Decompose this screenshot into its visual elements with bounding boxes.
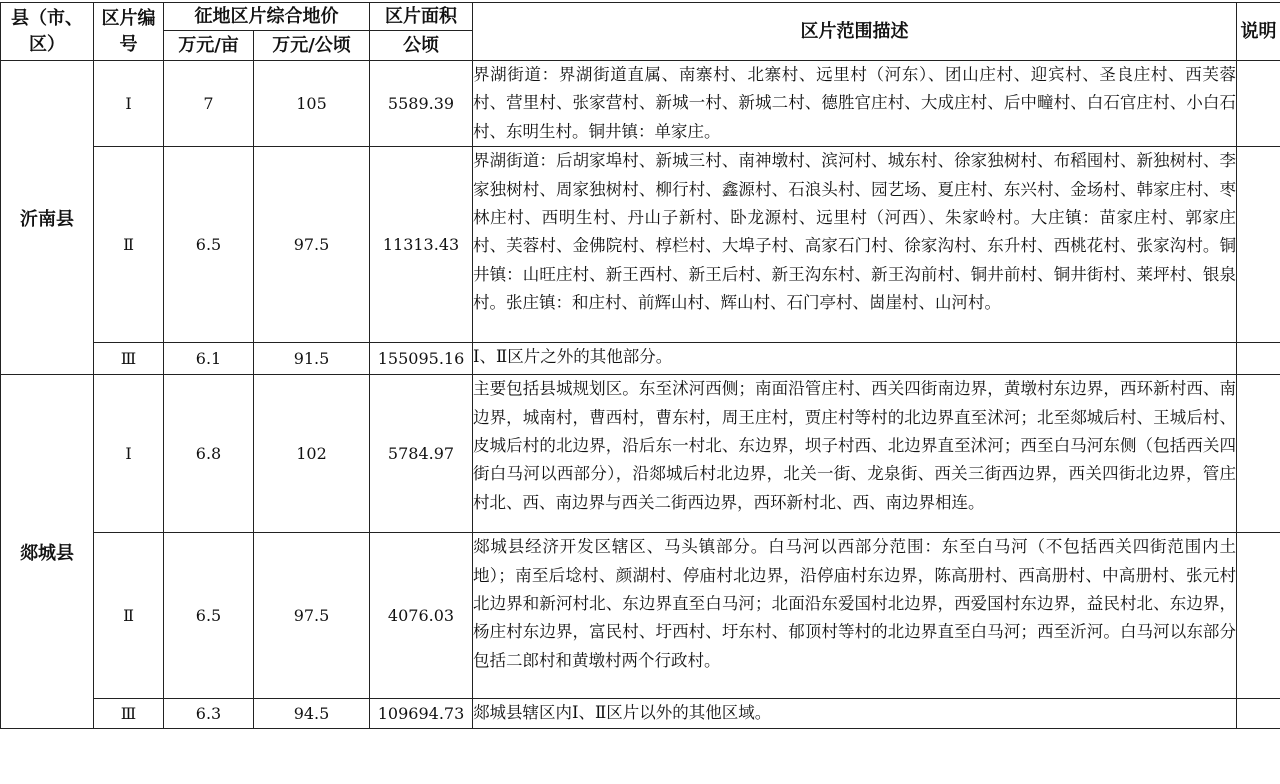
header-price-per-mu: 万元/亩 xyxy=(164,31,254,61)
price-per-hectare: 94.5 xyxy=(254,699,370,729)
note-cell xyxy=(1237,699,1280,729)
note-cell xyxy=(1237,533,1280,699)
header-composite-price: 征地区片综合地价 xyxy=(164,3,370,31)
table-row xyxy=(1,61,1280,147)
zone-number: Ⅱ xyxy=(94,147,164,343)
zone-area: 4076.03 xyxy=(370,533,473,699)
table-row xyxy=(1,343,1280,375)
header-area-unit: 公顷 xyxy=(370,31,473,61)
table-row xyxy=(1,699,1280,729)
zone-number: Ⅱ xyxy=(94,533,164,699)
price-per-mu: 6.8 xyxy=(164,375,254,533)
price-per-mu: 6.5 xyxy=(164,147,254,343)
header-range-description: 区片范围描述 xyxy=(473,3,1237,61)
county-cell: 沂南县 xyxy=(1,61,94,375)
price-per-hectare: 105 xyxy=(254,61,370,147)
zone-number: Ⅰ xyxy=(94,61,164,147)
note-cell xyxy=(1237,147,1280,343)
zone-number: Ⅲ xyxy=(94,343,164,375)
table-row xyxy=(1,533,1280,699)
county-cell: 郯城县 xyxy=(1,375,94,729)
price-per-mu: 6.3 xyxy=(164,699,254,729)
price-per-hectare: 97.5 xyxy=(254,147,370,343)
note-cell xyxy=(1237,343,1280,375)
range-description: Ⅰ、Ⅱ区片之外的其他部分。 xyxy=(473,343,1237,375)
price-per-hectare: 97.5 xyxy=(254,533,370,699)
zone-area: 5784.97 xyxy=(370,375,473,533)
price-per-mu: 6.1 xyxy=(164,343,254,375)
range-description: 界湖街道：界湖街道直属、南寨村、北寨村、远里村（河东）、团山庄村、迎宾村、圣良庄村、西芙蓉村、营里村、张家营村、新城一村、新城二村、德胜官庄村、大成庄村、后中疃村、白石官庄村、小白石村、东明生村。铜井镇：单家庄。 xyxy=(473,61,1237,147)
zone-area: 11313.43 xyxy=(370,147,473,343)
range-description: 郯城县经济开发区辖区、马头镇部分。白马河以西部分范围：东至白马河（不包括西关四街范围内土地）；南至后埝村、颜湖村、停庙村北边界，沿停庙村东边界，陈高册村、西高册村、中高册村、张元村北边界和新河村北、东边界直至白马河；北面沿东爱国村北边界，西爱国村东边界，益民村北、东边界，杨庄村东边界，富民村、圩西村、圩东村、郁顶村等村的北边界直至白马河；西至沂河。白马河以东部分包括二郎村和黄墩村两个行政村。 xyxy=(473,533,1237,699)
zone-area: 5589.39 xyxy=(370,61,473,147)
zone-area: 109694.73 xyxy=(370,699,473,729)
zone-area: 155095.16 xyxy=(370,343,473,375)
header-county: 县（市、区） xyxy=(1,3,94,61)
zone-number: Ⅲ xyxy=(94,699,164,729)
header-area: 区片面积 xyxy=(370,3,473,31)
table-row xyxy=(1,375,1280,533)
table-row xyxy=(1,147,1280,343)
header-price-per-hectare: 万元/公顷 xyxy=(254,31,370,61)
header-note: 说明 xyxy=(1237,3,1280,61)
price-per-hectare: 102 xyxy=(254,375,370,533)
range-description: 主要包括县城规划区。东至沭河西侧；南面沿管庄村、西关四街南边界，黄墩村东边界，西环新村西、南边界，城南村，曹西村，曹东村，周王庄村，贾庄村等村的北边界直至沭河；北至郯城后村、王城后村、皮城后村的北边界，沿后东一村北、东边界，坝子村西、北边界直至沭河；西至白马河东侧（包括西关四街白马河以西部分），沿郯城后村北边界，北关一街、龙泉街、西关三街西边界，西关四街北边界，管庄村北、西、南边界与西关二街西边界，西环新村北、西、南边界相连。 xyxy=(473,375,1237,533)
price-per-hectare: 91.5 xyxy=(254,343,370,375)
header-zone-number: 区片编号 xyxy=(94,3,164,61)
price-per-mu: 6.5 xyxy=(164,533,254,699)
land-price-table xyxy=(0,2,1280,729)
range-description: 郯城县辖区内Ⅰ、Ⅱ区片以外的其他区域。 xyxy=(473,699,1237,729)
note-cell xyxy=(1237,61,1280,147)
zone-number: Ⅰ xyxy=(94,375,164,533)
price-per-mu: 7 xyxy=(164,61,254,147)
range-description: 界湖街道：后胡家埠村、新城三村、南神墩村、滨河村、城东村、徐家独树村、布稻囤村、新独树村、李家独树村、周家独树村、柳行村、鑫源村、石浪头村、园艺场、夏庄村、东兴村、金场村、韩家庄村、枣林庄村、西明生村、丹山子新村、卧龙源村、远里村（河西）、朱家岭村。大庄镇：苗家庄村、郭家庄村、芙蓉村、金佛院村、椁栏村、大埠子村、高家石门村、徐家沟村、东升村、西桃花村、张家沟村。铜井镇：山旺庄村、新王西村、新王后村、新王沟东村、新王沟前村、铜井前村、铜井街村、莱坪村、银泉村。张庄镇：和庄村、前辉山村、辉山村、石门亭村、崮崖村、山河村。 xyxy=(473,147,1237,343)
note-cell xyxy=(1237,375,1280,533)
